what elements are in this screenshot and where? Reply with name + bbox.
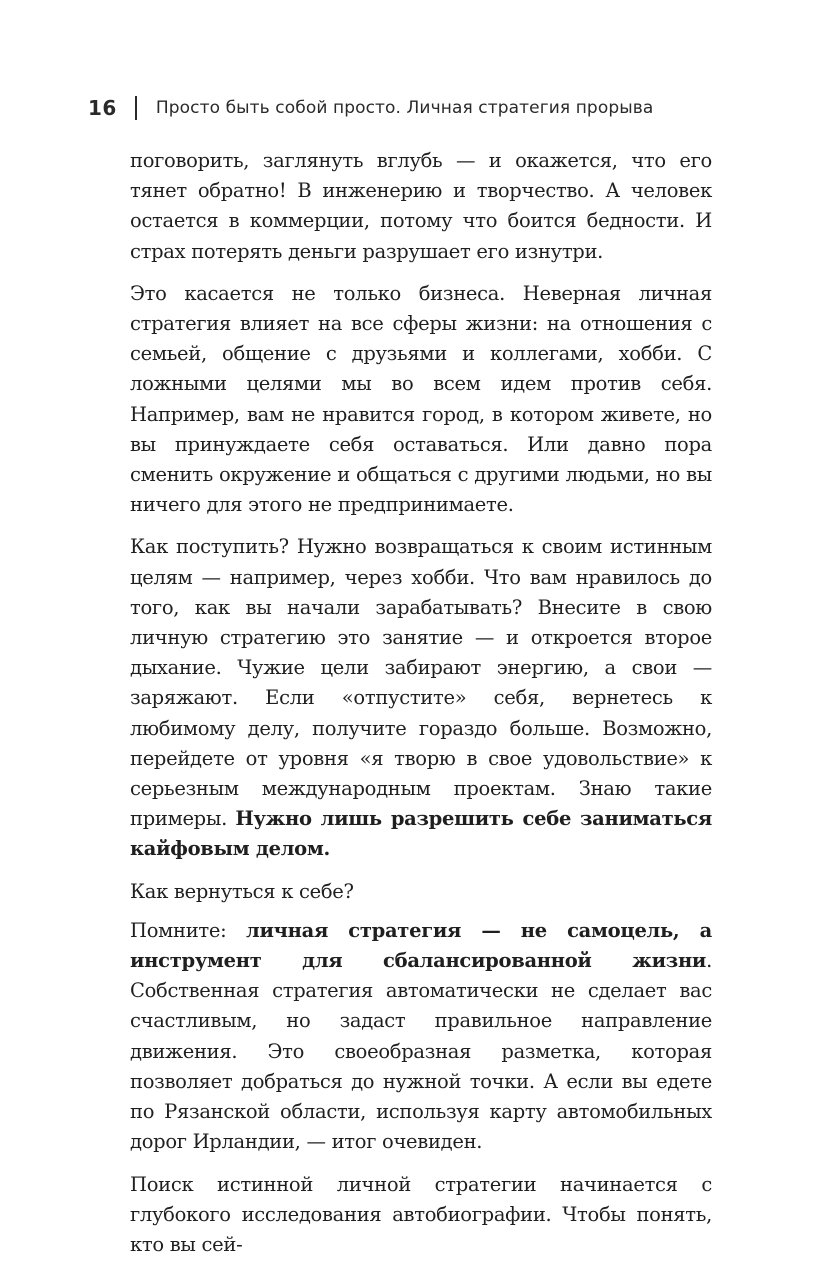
paragraph: Как вернуться к себе? [130, 879, 354, 903]
header-separator [135, 96, 137, 120]
paragraph: Поиск истинной личной стратегии начинается с глубокого исследования автобиографии. Чтобы понять, кто вы сей- [130, 1172, 712, 1256]
paragraph [130, 532, 712, 864]
emphasis-text: Нужно лишь разрешить себе заниматься кайфовым делом. [130, 807, 712, 861]
body-text [130, 146, 712, 1272]
running-header [88, 93, 653, 123]
paragraph: поговорить, заглянуть вглубь — и окажется, что его тянет обратно! В инженерию и творчество. А человек остается в коммерции, потому что боится бедности. И страх потерять деньги разрушает его изнутри. [130, 149, 712, 263]
paragraph [130, 916, 712, 1158]
paragraph-text: Помните: [130, 918, 247, 942]
page-number: 16 [88, 96, 117, 120]
emphasis-text: личная стратегия — не самоцель, а инструмент для сбалансированной жизни [130, 918, 712, 973]
paragraph-text: Как поступить? Нужно возвращаться к своим истинным целям — например, через хобби. Что вам нравилось до того, как вы начали зарабатывать? Внесите в свою личную стратегию это занятие — и откроется второе дыхание. Чужие цели забирают энергию, а свои — заряжают. Если «отпустите» себя, вернетесь к любимому делу, получите гораздо больше. Возможно, перейдете от уровня «я творю в свое удовольствие» к серьезным международным проектам. Знаю такие примеры. [130, 535, 712, 831]
running-title: Просто быть собой просто. Личная стратегия прорыва [155, 98, 654, 118]
paragraph: Это касается не только бизнеса. Неверная личная стратегия влияет на все сферы жизни: на отношения с семьей, общение с друзьями и коллегами, хобби. С ложными целями мы во всем идем против себя. Например, вам не нравится город, в котором живете, но вы принуждаете себя оставаться. Или давно пора сменить окружение и общаться с другими людьми, но вы ничего для этого не предпринимаете. [130, 281, 712, 517]
paragraph-text: . Собственная стратегия автоматически не сделает вас счастливым, но задаст правильное направление движения. Это своеобразная разметка, которая позволяет добраться до нужной точки. А если вы едете по Рязанской области, используя карту автомобильных дорог Ирландии, — итог очевиден. [130, 949, 712, 1154]
